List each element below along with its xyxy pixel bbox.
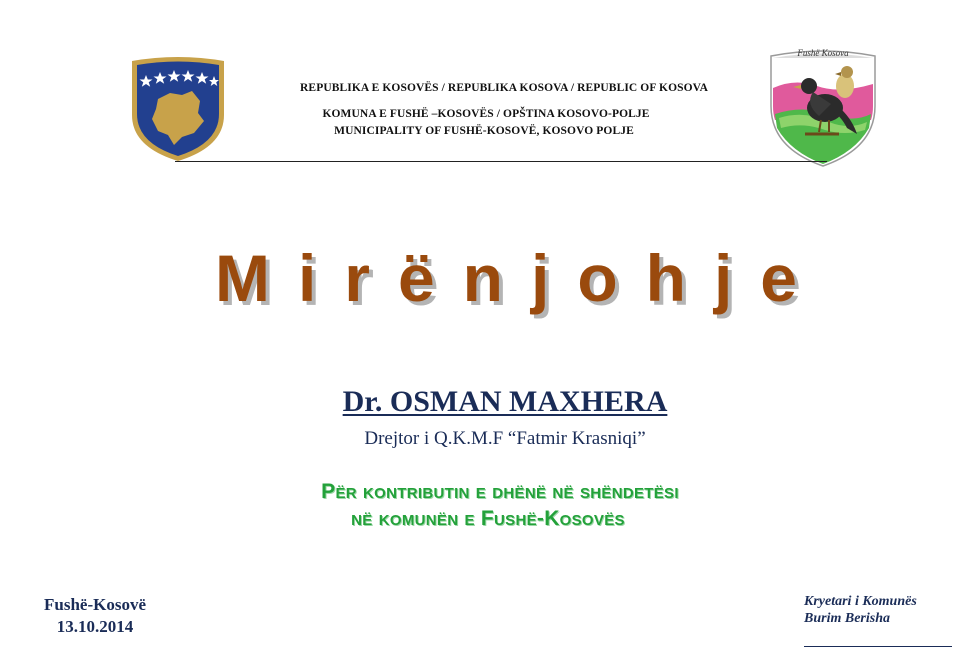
certificate-title: Mirënjohje [214, 241, 826, 315]
reason-line-2: në komunën e Fushë-Kosovës [351, 507, 625, 530]
signer-name: Burim Berisha [804, 611, 890, 626]
fushe-kosove-municipal-emblem-icon [765, 44, 881, 168]
header-line-municipality-en: MUNICIPALITY OF FUSHË-KOSOVË, KOSOVO POLJE [334, 125, 634, 137]
header-divider [175, 161, 827, 162]
signer-title: Kryetari i Komunës [804, 594, 917, 609]
issue-date: 13.10.2014 [56, 617, 134, 636]
recipient-name: Dr. OSMAN MAXHERA [342, 385, 668, 418]
header-line-republic: REPUBLIKA E KOSOVËS / REPUBLIKA KOSOVA / REPUBLIC OF KOSOVA [300, 82, 708, 94]
header-line-municipality: KOMUNA E FUSHË –KOSOVËS / OPŠTINA KOSOVO-POLJE [322, 108, 650, 120]
svg-text:Fushë Kosova: Fushë Kosova [797, 48, 849, 58]
reason-line-1: Për kontributin e dhënë në shëndetësi [321, 480, 679, 503]
issue-place: Fushë-Kosovë [44, 595, 146, 614]
recipient-role: Drejtor i Q.K.M.F “Fatmir Krasniqi” [364, 428, 646, 449]
signature-line [804, 646, 952, 647]
